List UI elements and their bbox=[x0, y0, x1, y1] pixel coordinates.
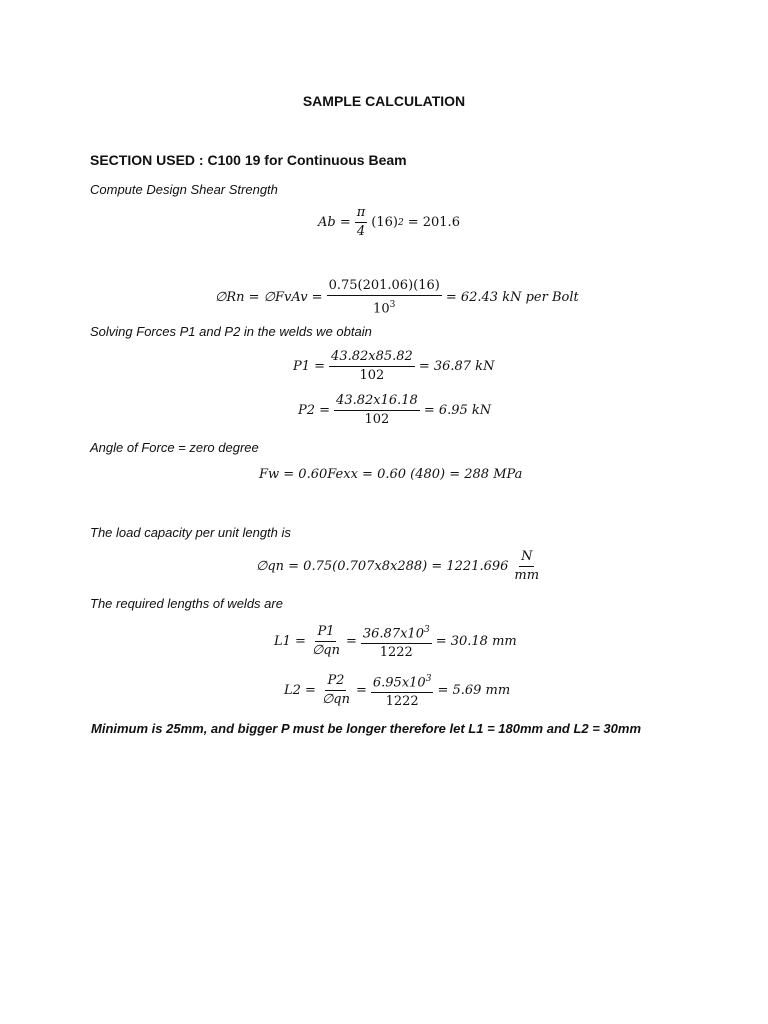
eq-rn-den bbox=[371, 296, 397, 316]
eq-ab-exp: 2 bbox=[397, 217, 404, 228]
eq-ab-mid: (16) bbox=[371, 215, 398, 230]
eq-qn-fraction bbox=[512, 550, 541, 583]
eq-ab-fraction bbox=[355, 206, 368, 239]
eq-l1-n2-exp: 3 bbox=[423, 625, 430, 635]
eq-l2-fraction-2 bbox=[371, 672, 434, 709]
eq-p1-den: 102 bbox=[359, 368, 385, 383]
eq-p2-fraction bbox=[334, 394, 420, 427]
eq-l2-eq: = bbox=[355, 683, 367, 699]
eq-qn-num: N bbox=[519, 550, 534, 567]
conclusion-text: Minimum is 25mm, and bigger P must be longer therefore let L1 = 180mm and L2 = 30mm bbox=[91, 721, 642, 736]
eq-l2-n1: P2 bbox=[325, 674, 346, 691]
paragraph-load-capacity: The load capacity per unit length is bbox=[90, 525, 291, 540]
eq-rn-fraction bbox=[327, 279, 442, 316]
eq-ab-den: 4 bbox=[356, 224, 366, 239]
eq-l1-d1: ∅qn bbox=[311, 643, 340, 659]
equation-p2 bbox=[298, 394, 491, 427]
equation-rn bbox=[215, 279, 579, 316]
eq-p1-fraction bbox=[329, 350, 415, 383]
page-title: SAMPLE CALCULATION bbox=[302, 93, 466, 109]
eq-l2-d1: ∅qn bbox=[321, 692, 350, 708]
eq-l1-fraction-2 bbox=[361, 623, 432, 660]
eq-l1-fraction-1 bbox=[310, 625, 342, 658]
eq-p2-rhs: = 6.95 kN bbox=[423, 403, 492, 418]
equation-p1 bbox=[293, 350, 494, 383]
eq-l1-lhs: L1 = bbox=[274, 634, 306, 650]
eq-l1-eq: = bbox=[345, 634, 357, 650]
eq-l2-fraction-1 bbox=[320, 674, 352, 707]
eq-rn-rhs: = 62.43 kN per Bolt bbox=[445, 290, 579, 306]
eq-ab-rhs: = 201.6 bbox=[407, 215, 460, 230]
eq-p2-num: 43.82x16.18 bbox=[334, 394, 420, 411]
equation-l1 bbox=[274, 623, 517, 660]
eq-qn-lhs: ∅qn = 0.75(0.707x8x288) = 1221.696 bbox=[256, 559, 509, 574]
eq-l2-n2-exp: 3 bbox=[425, 674, 432, 684]
eq-l2-rhs: = 5.69 mm bbox=[437, 683, 511, 699]
eq-rn-den-base: 10 bbox=[373, 301, 390, 317]
eq-l2-d2: 1222 bbox=[385, 694, 419, 710]
eq-rn-num: 0.75(201.06)(16) bbox=[327, 279, 442, 296]
eq-l2-n2-base: 6.95x10 bbox=[372, 675, 426, 691]
eq-l2-n2 bbox=[371, 672, 434, 693]
equation-fw: Fw = 0.60Fexx = 0.60 (480) = 288 MPa bbox=[259, 467, 523, 482]
equation-qn bbox=[256, 550, 545, 583]
equation-l2 bbox=[284, 672, 510, 709]
equation-ab bbox=[318, 206, 460, 239]
eq-ab-num: π bbox=[355, 206, 368, 223]
eq-l1-n2-base: 36.87x10 bbox=[362, 626, 424, 642]
paragraph-solving-forces: Solving Forces P1 and P2 in the welds we obtain bbox=[90, 324, 372, 339]
eq-l1-rhs: = 30.18 mm bbox=[435, 634, 517, 650]
eq-l1-d2: 1222 bbox=[379, 645, 413, 661]
eq-ab-lhs: Ab = bbox=[318, 215, 351, 230]
eq-p1-lhs: P1 = bbox=[293, 359, 326, 374]
eq-l1-n2 bbox=[361, 623, 432, 644]
eq-rn-lhs: ∅Rn = ∅FvAv = bbox=[215, 290, 323, 306]
eq-p2-den: 102 bbox=[364, 412, 390, 427]
eq-p1-num: 43.82x85.82 bbox=[329, 350, 415, 367]
paragraph-required-lengths: The required lengths of welds are bbox=[90, 596, 283, 611]
eq-l2-lhs: L2 = bbox=[284, 683, 316, 699]
eq-l1-n1: P1 bbox=[315, 625, 336, 642]
eq-p2-lhs: P2 = bbox=[298, 403, 331, 418]
eq-rn-den-exp: 3 bbox=[389, 300, 396, 310]
paragraph-angle: Angle of Force = zero degree bbox=[90, 440, 259, 455]
eq-qn-den: mm bbox=[514, 568, 540, 583]
paragraph-shear-strength: Compute Design Shear Strength bbox=[90, 182, 278, 197]
eq-p1-rhs: = 36.87 kN bbox=[418, 359, 495, 374]
section-heading: SECTION USED : C100 19 for Continuous Beam bbox=[90, 152, 407, 168]
